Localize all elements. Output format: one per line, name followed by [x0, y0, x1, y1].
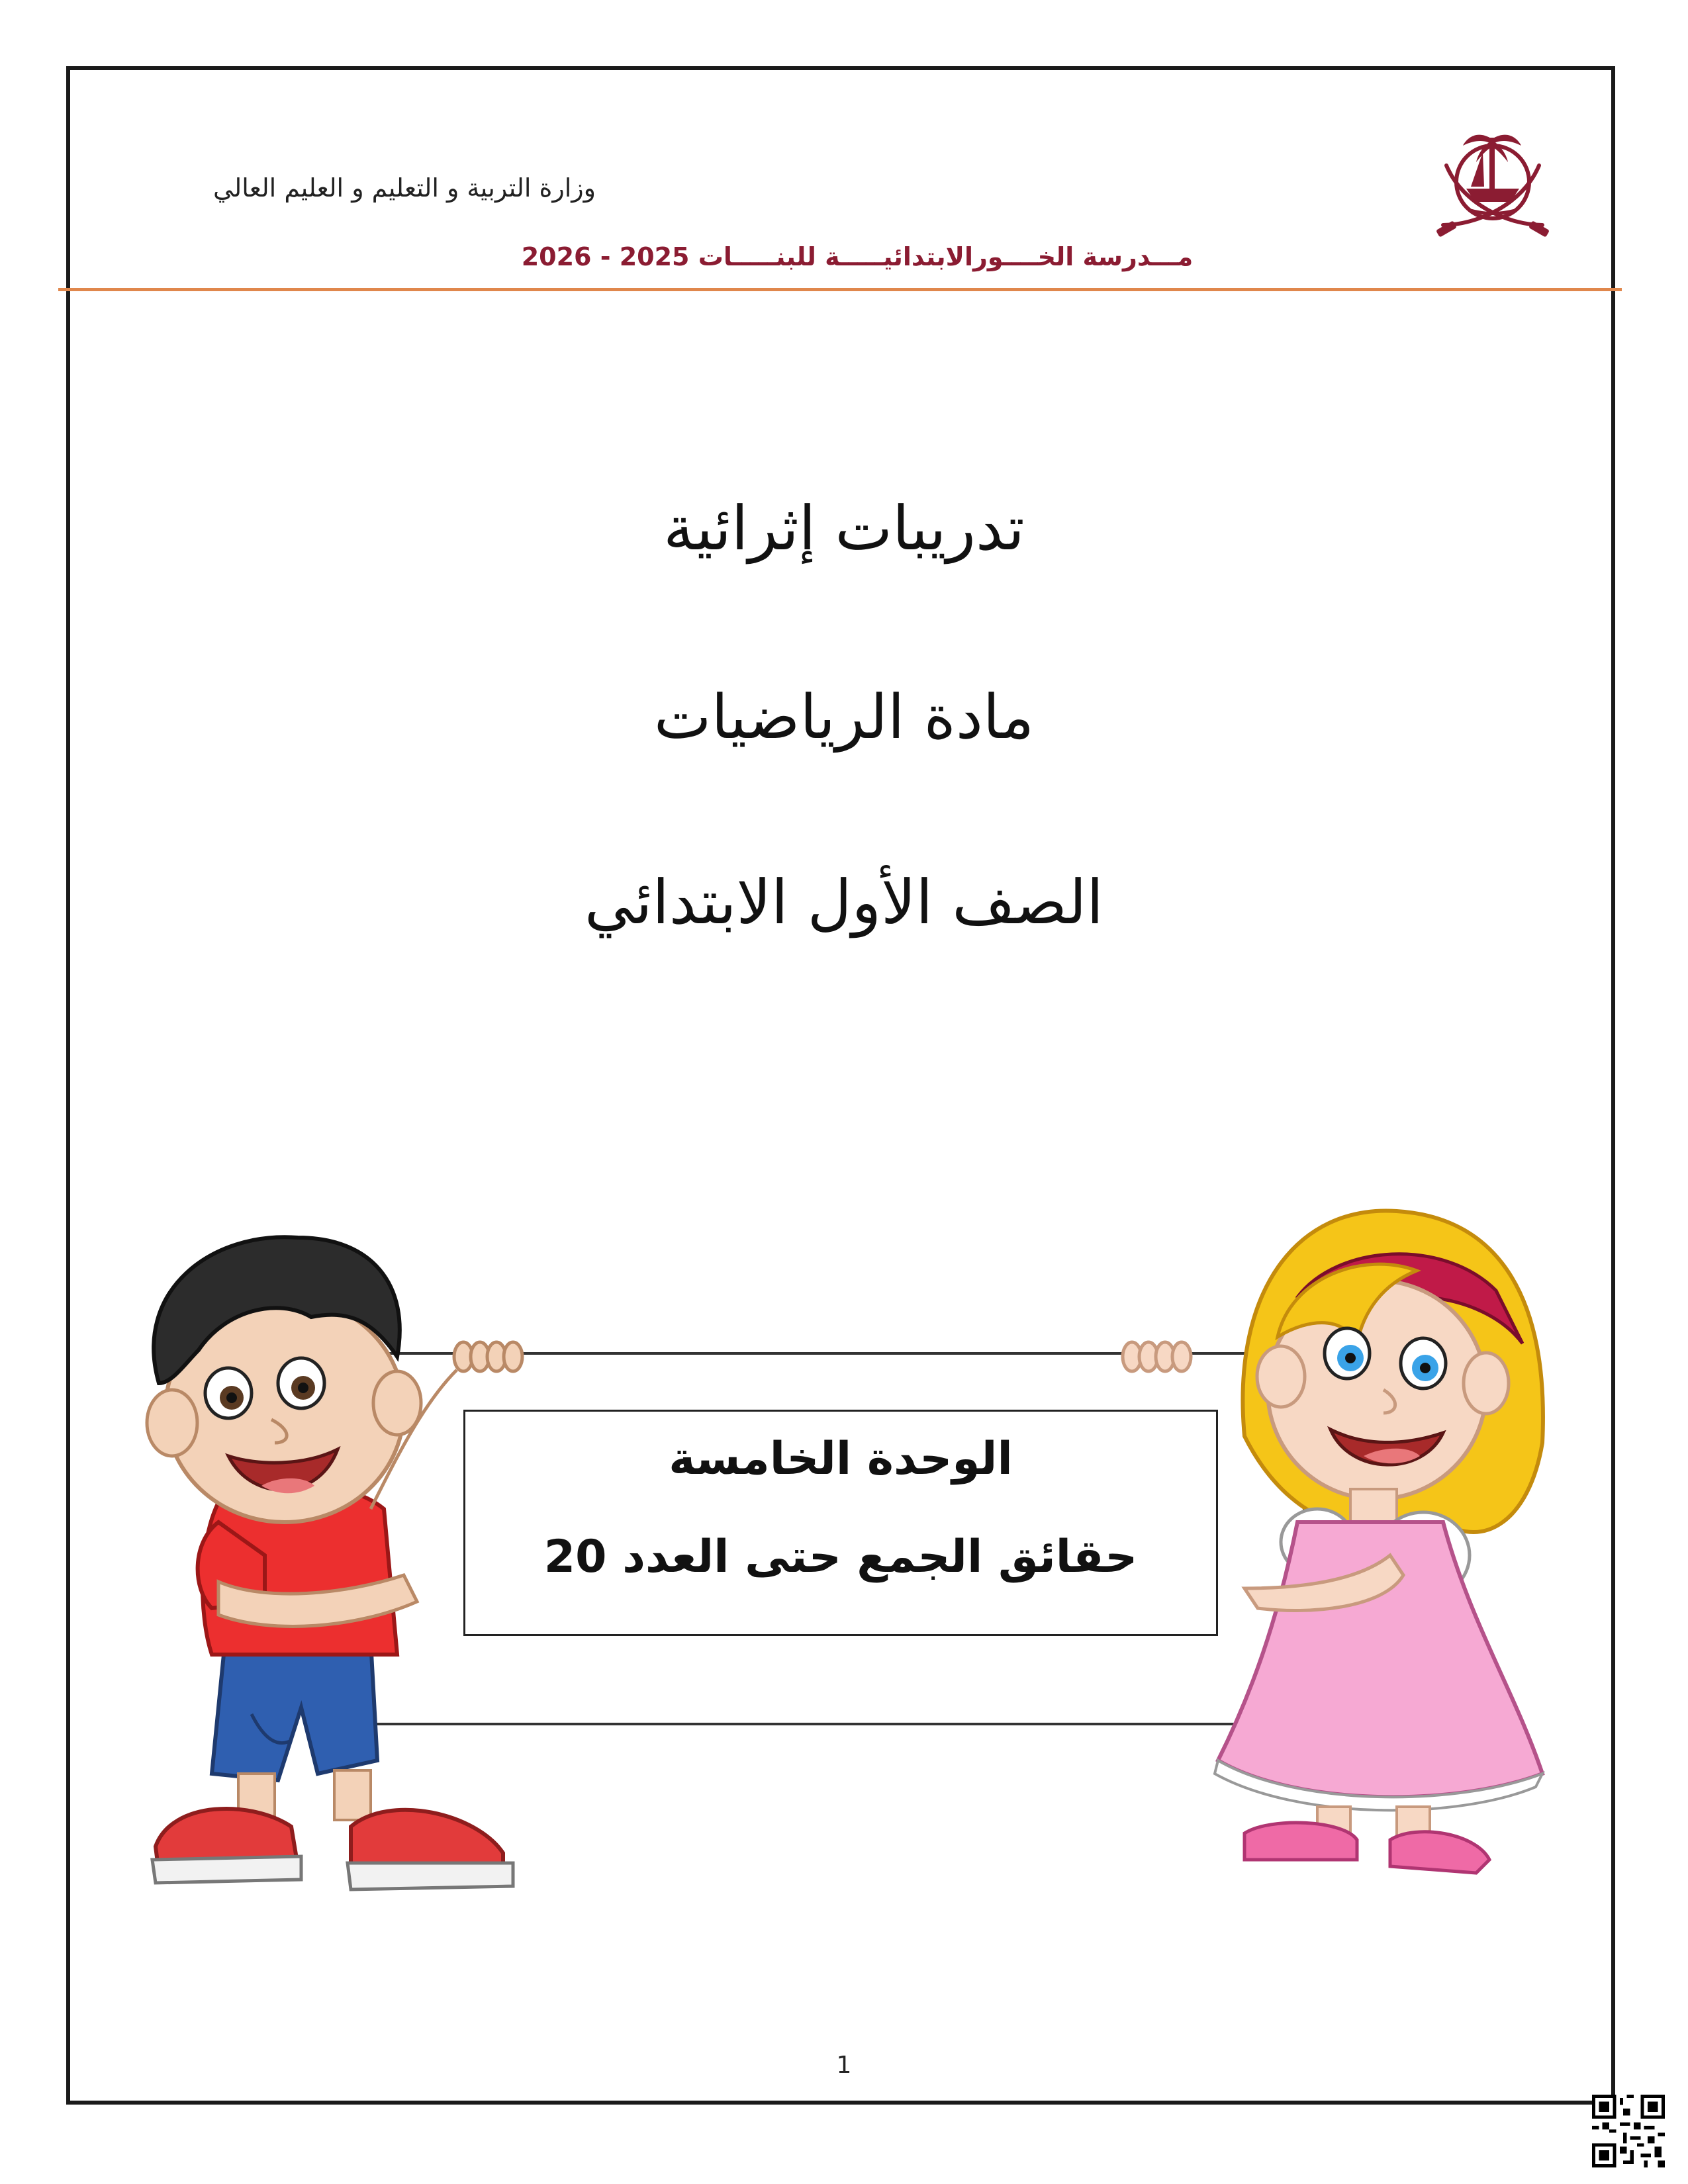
- ministry-name: وزارة التربية و التعليم و العليم العالي: [212, 173, 596, 203]
- unit-topic: حقائق الجمع حتى العدد 20: [543, 1531, 1138, 1583]
- cover-title-grade: الصف الأول الابتدائي: [585, 867, 1103, 938]
- unit-title: الوحدة الخامسة: [669, 1433, 1013, 1485]
- qr-code-icon: [1592, 2095, 1665, 2167]
- cover-title-enrichment: تدريبات إثرائية: [663, 493, 1025, 564]
- cover-title-subject: مادة الرياضيات: [653, 682, 1035, 752]
- page-number: 1: [836, 2052, 852, 2079]
- unit-card: [463, 1410, 1218, 1636]
- school-name: مـــدرسة الخــــورالابتدائيـــــة للبنـــــات 2025 - 2026: [521, 242, 1194, 271]
